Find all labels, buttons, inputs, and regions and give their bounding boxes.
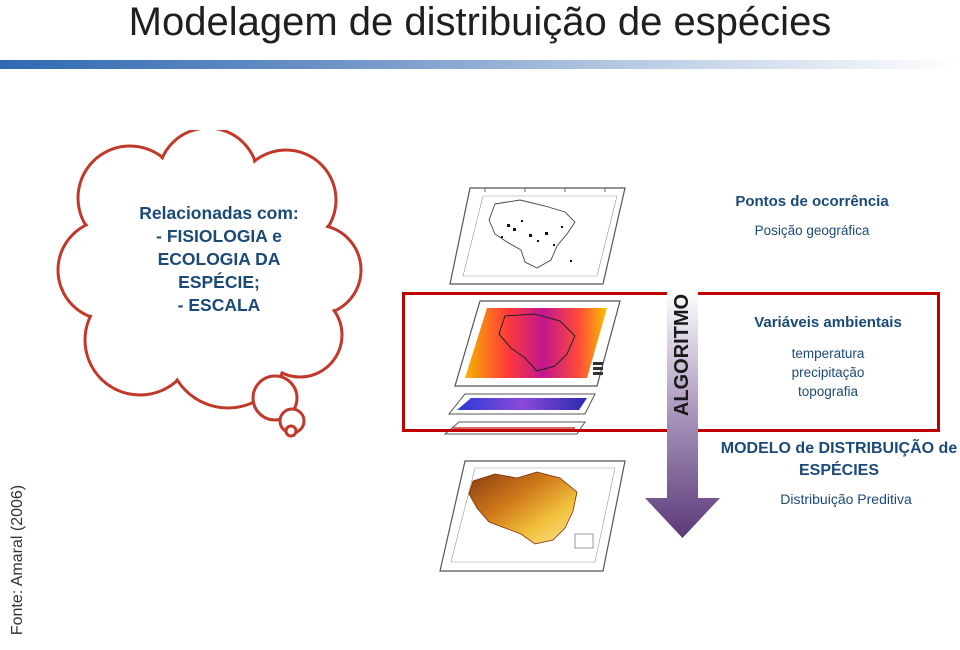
cloud-line-3: ECOLOGIA DA xyxy=(157,249,281,269)
cloud-line-4: ESPÉCIE; xyxy=(178,272,260,292)
model-subtitle: Distribuição Preditiva xyxy=(780,491,912,507)
cloud-line-1: Relacionadas com: xyxy=(139,203,299,223)
source-credit: Fonte: Amaral (2006) xyxy=(9,484,26,636)
page-title: Modelagem de distribuição de espécies xyxy=(128,0,832,44)
environment-item-precipitation: precipitação xyxy=(791,365,865,380)
title-underline-bar xyxy=(0,60,960,69)
occurrence-subtitle: Posição geográfica xyxy=(754,223,870,238)
environment-item-topography: topografia xyxy=(797,384,859,399)
thought-bubble-small xyxy=(286,426,296,436)
cloud-line-5: - ESCALA xyxy=(177,295,261,315)
occurrence-map-layer xyxy=(450,188,625,284)
predictive-distribution-map xyxy=(440,461,625,571)
occurrence-title: Pontos de ocorrência xyxy=(735,193,889,210)
model-title-line2: ESPÉCIES xyxy=(798,462,880,479)
cloud-text xyxy=(108,202,330,317)
algorithm-label: ALGORITMO xyxy=(671,293,693,417)
cloud-line-2: - FISIOLOGIA e xyxy=(156,226,282,246)
model-title-line1: MODELO de DISTRIBUIÇÃO de xyxy=(720,440,958,457)
environment-item-temperature: temperatura xyxy=(791,346,865,361)
environment-title: Variáveis ambientais xyxy=(754,314,902,331)
